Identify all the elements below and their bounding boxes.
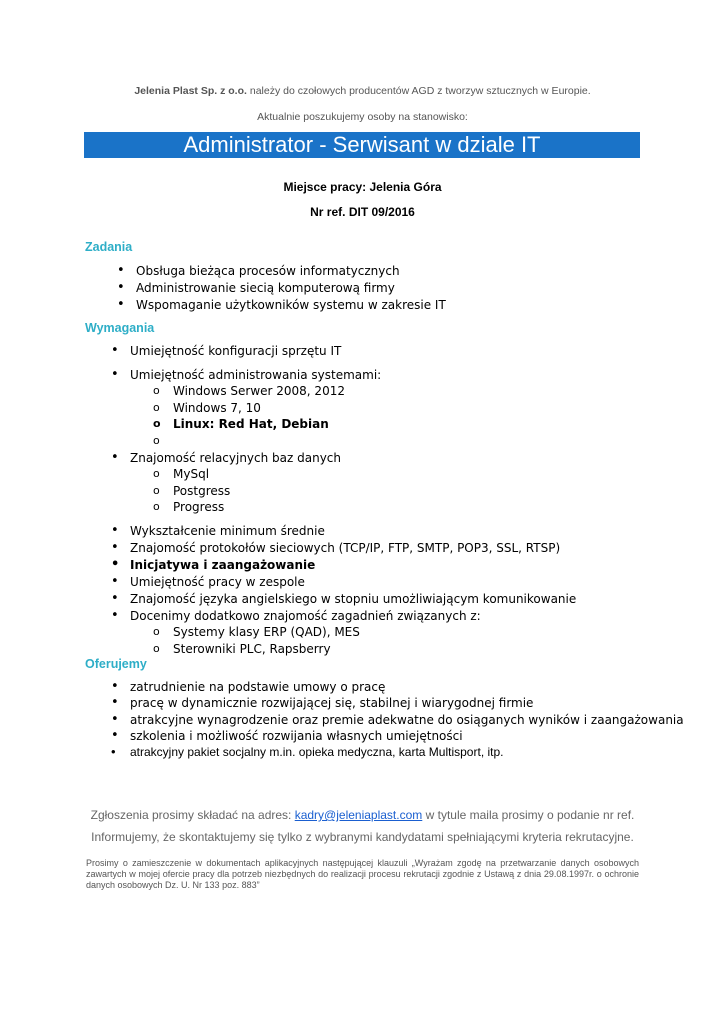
list-item: • Wspomaganie użytkowników systemu w zakresie IT (136, 298, 446, 312)
sublist-item: o Windows 7, 10 (173, 401, 261, 415)
list-item: • atrakcyjne wynagrodzenie oraz premie adekwatne do osiąganych wyników i zaangażowania (130, 713, 684, 727)
footer-text: Zgłoszenia prosimy składać na adres: (90, 808, 295, 822)
footer-text: w tytule maila prosimy o podanie nr ref. (422, 808, 635, 822)
section-wymagania-title: Wymagania (85, 321, 155, 335)
subtitle: Aktualnie poszukujemy osoby na stanowisko: (257, 111, 468, 123)
list-item: • Umiejętność administrowania systemami: (130, 368, 381, 382)
section-oferujemy-title: Oferujemy (85, 657, 147, 671)
list-item: • Inicjatywa i zaangażowanie (130, 558, 315, 572)
list-item: • Obsługa bieżąca procesów informatycznych (136, 264, 400, 278)
application-instructions (0, 808, 725, 822)
section-zadania-title: Zadania (85, 240, 133, 254)
list-item: • pracę w dynamicznie rozwijającej się, stabilnej i wiarygodnej firmie (130, 696, 533, 710)
list-item: • Wykształcenie minimum średnie (130, 524, 325, 538)
sublist-item: o Sterowniki PLC, Rapsberry (173, 642, 331, 656)
list-item: • zatrudnienie na podstawie umowy o pracę (130, 680, 385, 694)
gdpr-clause: Prosimy o zamieszczenie w dokumentach aplikacyjnych następującej klauzuli „Wyrażam zgodę na przetwarzanie danych osobowych zawartych w mojej ofercie pracy dla potrzeb niezbędnych do realizacji procesu rekrutacji zgodnie z Ustawą z dnia 29.08.1997r. o ochronie danych osobowych Dz. U. Nr 133 poz. 883” (86, 858, 639, 890)
sublist-item: o Postgress (173, 484, 230, 498)
sublist-item: o MySql (173, 467, 209, 481)
company-name: Jelenia Plast Sp. z o.o. (134, 85, 247, 97)
sublist-item: o Windows Serwer 2008, 2012 (173, 384, 345, 398)
intro-line (0, 85, 725, 97)
list-item: • Znajomość relacyjnych baz danych (130, 451, 341, 465)
intro-text: należy do czołowych producentów AGD z tworzyw sztucznych w Europie. (246, 85, 591, 97)
list-item: • szkolenia i możliwość rozwijania własnych umiejętności (130, 729, 463, 743)
list-item: • Umiejętność pracy w zespole (130, 575, 305, 589)
list-item: • Umiejętność konfiguracji sprzętu IT (130, 344, 341, 358)
job-title-banner: Administrator - Serwisant w dziale IT (84, 132, 640, 158)
work-place: Miejsce pracy: Jelenia Góra (283, 180, 442, 194)
email-link[interactable]: kadry@jeleniaplast.com (294, 808, 423, 822)
list-item: • Docenimy dodatkowo znajomość zagadnień związanych z: (130, 609, 481, 623)
list-item: • Znajomość języka angielskiego w stopniu umożliwiającym komunikowanie (130, 592, 576, 606)
contact-notice: Informujemy, że skontaktujemy się tylko z wybranymi kandydatami spełniającymi kryteria rekrutacyjne. (91, 830, 634, 844)
sublist-item: o Linux: Red Hat, Debian (173, 417, 329, 431)
list-item: • Administrowanie siecią komputerową firmy (136, 281, 395, 295)
sublist-item: o Progress (173, 500, 224, 514)
reference-number: Nr ref. DIT 09/2016 (310, 205, 415, 219)
list-item: • atrakcyjny pakiet socjalny m.in. opieka medyczna, karta Multisport, itp. (130, 745, 504, 759)
sublist-item: o Systemy klasy ERP (QAD), MES (173, 625, 360, 639)
list-item: • Znajomość protokołów sieciowych (TCP/IP, FTP, SMTP, POP3, SSL, RTSP) (130, 541, 560, 555)
